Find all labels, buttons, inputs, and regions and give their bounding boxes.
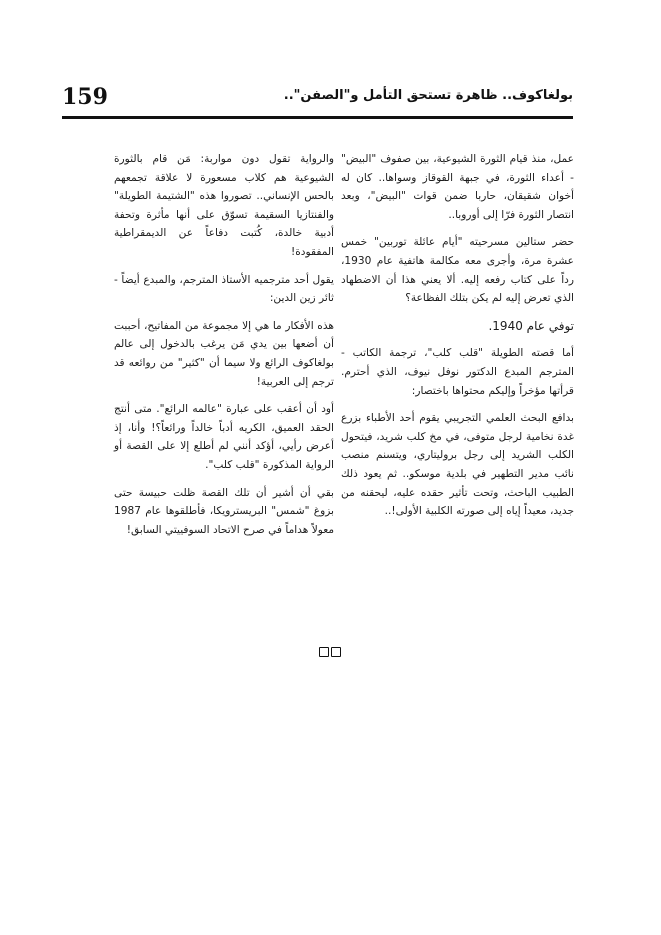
page-number: 159 [62, 84, 108, 110]
header-divider [62, 116, 573, 119]
paragraph: والرواية تقول دون مواربة: مَن قام بالثورة الشيوعية هم كلاب مسعورة لا علاقة تجمعهم بالحس الإنساني.. تصوروا هذه "الشتيمة الطويلة" والفنتازيا السقيمة تسوّق على أنها مأثرة وتحفة أدبية خالدة، كُتبت دفاعاً عن الديمقراطية المفقودة! [114, 153, 334, 258]
paragraph: هذه الأفكار ما هي إلا مجموعة من المفاتيح، أحببت أن أضعها بين يدي مَن يرغب بالدخول إلى عالم بولغاكوف الرائع ولا سيما أن "كثير" من روائعه قد ترجم إلى العربية! [114, 319, 334, 388]
paragraph: عمل، منذ قيام الثورة الشيوعية، بين صفوف "البيض" - أعداء الثورة، في جبهة القوقاز وسواها.. كان له أخوان شقيقان، حاربا ضمن قوات "البيض"، وبعد انتصار الثورة فرّا إلى أوروبا.. [341, 153, 574, 221]
square-icon [331, 647, 341, 657]
running-header-title: بولغاكوف.. ظاهرة تستحق التأمل و"الصفن".. [283, 88, 573, 103]
paragraph: بقي أن أشير أن تلك القصة ظلت حبيسة حتى بزوغ "شمس" البريسترويكا، فأطلقوها عام 1987 معولاً هداماً في صرح الاتحاد السوفييتي السابق! [114, 486, 334, 536]
paragraph: يقول أحد مترجميه الأستاذ المترجم، والمبدع أيضاً - ثائر زين الدين: [114, 273, 334, 305]
left-text-column [114, 150, 334, 548]
paragraph: أما قصته الطويلة "قلب كلب"، ترجمة الكاتب - المترجم المبدع الدكتور نوفل نيوف، الذي أحترم. قرأتها مؤخراً وإليكم محتواها باختصار: [341, 347, 574, 397]
paragraph: توفي عام 1940. [488, 318, 574, 333]
paragraph: حضر ستالين مسرحيته "أيام عائلة توربين" خمس عشرة مرة، وأجرى معه مكالمة هاتفية عام 1930، رداً على كتاب رفعه إليه. ألا يعني هذا أن الاضطهاد الذي تعرض إليه لم يكن بتلك الفظاعة؟ [341, 236, 574, 305]
right-text-column [341, 150, 574, 530]
paragraph: بدافع البحث العلمي التجريبي يقوم أحد الأطباء بزرع غدة نخامية لرجل متوفى، في مخ كلب شريد، فيتحول الكلب الشريد إلى رجل بروليتاري، ويتسنم منصب نائب مدير التطهير في بلدية موسكو.. ثم يعود ذلك الطبيب الباحث، وتحت تأثير حقده عليه، ليحقنه من جديد، معيداً إياه إلى صورته الكلبية الأولى!.. [341, 412, 574, 518]
end-of-article-icon [319, 647, 341, 657]
paragraph: أود أن أعقب على عبارة "عالمه الرائع". متى أنتج الحقد العميق، الكريه أدباً خالداً ورائعاً؟! وأنا، إذ أعرض رأيي، أؤكد أنني لم أطلع إلا على القصة أو الرواية المذكورة "قلب كلب". [114, 403, 334, 471]
square-icon [319, 647, 329, 657]
